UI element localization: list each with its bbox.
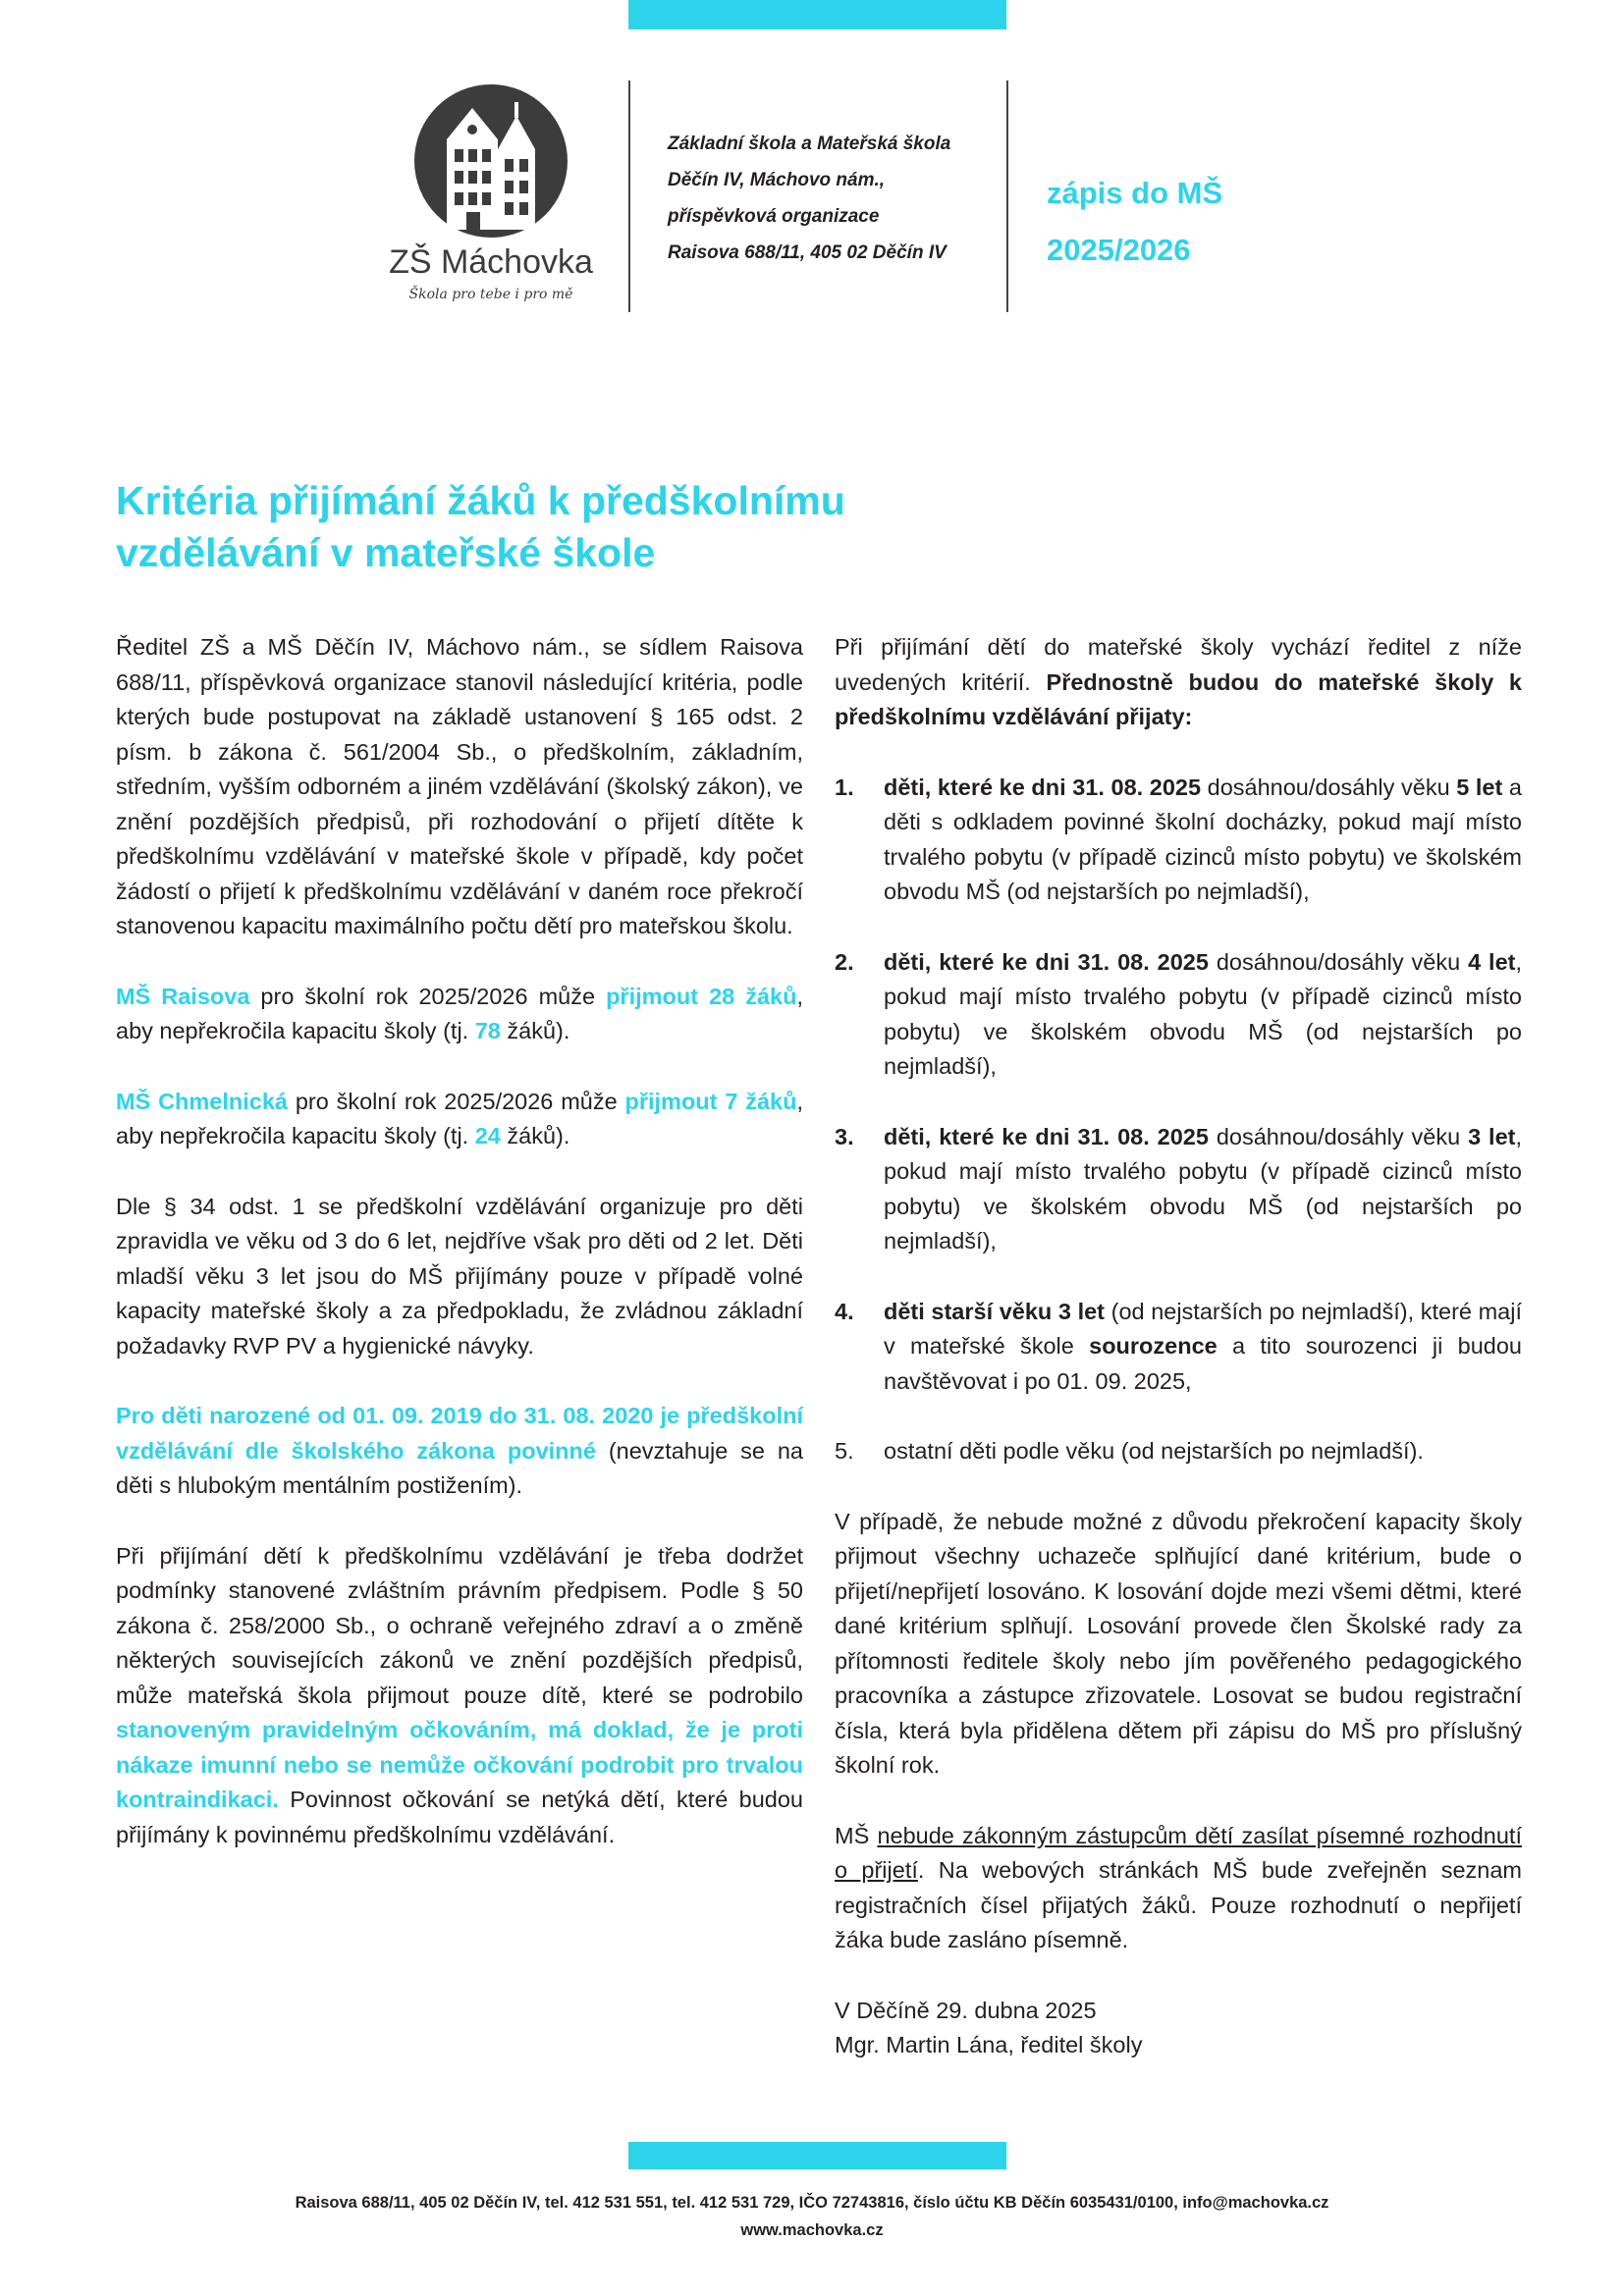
- bold-text: děti, které ke dni 31. 08. 2025: [884, 1123, 1209, 1149]
- text: a děti s odkladem povinné školní docházky, pokud mají místo trvalého pobytu (v případě cizinců místo pobytu) ve školském obvodu MŠ (od nejstarších po nejmladší),: [884, 774, 1522, 904]
- mandatory-highlight: Pro děti narozené od 01. 09. 2019 do 31. 08. 2020 je předškolní vzdělávání dle školského zákona povinné: [116, 1403, 803, 1464]
- bold-text: děti, které ke dni 31. 08. 2025: [884, 948, 1209, 975]
- lottery-paragraph: V případě, že nebude možné z důvodu překročení kapacity školy přijmout všechny uchazeče splňující dané kritérium, bude o přijetí/nepřijetí losováno. K losování dojde mezi všemi dětmi, které dané kritérium splňují. Losování provede člen Školské rady za přítomnosti ředitele školy nebo jím pověřeného pedagogického pracovníka a zástupce zřizovatele. Losovat se budou registrační čísla, která byla přidělena dětem při zápisu do MŠ pro příslušný školní rok.: [835, 1508, 1522, 1778]
- capacity-value: 78: [474, 1018, 501, 1043]
- criterion-item: [835, 1295, 1522, 1400]
- bold-text: děti starší věku 3 let: [884, 1298, 1105, 1324]
- left-column: [116, 630, 803, 1888]
- signature-block: [835, 1994, 1522, 2063]
- criterion-number: 2.: [835, 948, 854, 975]
- enrollment-badge: [1047, 165, 1222, 279]
- mandatory-paragraph: [116, 1399, 803, 1504]
- page-title: [116, 475, 1098, 579]
- text: dosáhnou/dosáhly věku: [1201, 774, 1457, 800]
- text: ostatní děti podle věku (od nejstarších po nejmladší).: [884, 1438, 1424, 1464]
- criterion-number: 5.: [835, 1438, 854, 1464]
- text: dosáhnou/dosáhly věku: [1208, 1123, 1469, 1149]
- footer-website-link[interactable]: www.machovka.cz: [740, 2221, 884, 2239]
- criterion-number: 4.: [835, 1298, 854, 1324]
- header-divider: [1006, 80, 1008, 312]
- accept-count: přijmout 28 žáků: [606, 983, 797, 1009]
- title-line: Kritéria přijímání žáků k předškolnímu: [116, 478, 845, 523]
- bold-text: 5 let: [1456, 774, 1503, 800]
- criterion-number: 3.: [835, 1123, 854, 1149]
- address-line: Základní škola a Mateřská škola: [668, 133, 951, 154]
- criterion-item: [835, 771, 1522, 910]
- accept-count: přijmout 7 žáků: [624, 1088, 797, 1114]
- criterion-number: 1.: [835, 774, 854, 800]
- bold-text: 4 let: [1468, 948, 1516, 975]
- age-paragraph: Dle § 34 odst. 1 se předškolní vzdělávání organizuje pro děti zpravidla ve věku od 3 do 6 let, nejdříve však pro děti od 2 let. Děti mladší věku 3 let jsou do MŠ přijímány pouze v případě volné kapacity mateřské školy a za předpokladu, že zvládnou základní požadavky RVP PV a hygienické návyky.: [116, 1193, 803, 1359]
- text: MŠ: [835, 1822, 878, 1848]
- raisova-capacity: [116, 980, 803, 1049]
- bold-text: sourozence: [1089, 1333, 1218, 1359]
- school-address-block: [668, 126, 950, 271]
- footer: [0, 2189, 1624, 2244]
- text: a tito sourozenci ji budou navštěvovat i po 01. 09. 2025,: [884, 1333, 1523, 1394]
- text: žáků).: [500, 1018, 570, 1043]
- text: dosáhnou/dosáhly věku: [1208, 948, 1469, 975]
- bottom-accent-bar: [628, 2142, 1006, 2169]
- badge-label: zápis do MŠ: [1047, 176, 1223, 210]
- logo-tagline: Škola pro tebe i pro mě: [408, 287, 573, 302]
- bold-text: děti, které ke dni 31. 08. 2025: [884, 774, 1202, 800]
- text: pro školní rok 2025/2026 může: [249, 983, 607, 1009]
- criterion-item: [835, 1120, 1522, 1259]
- text: žáků).: [500, 1123, 570, 1148]
- intro-paragraph: Ředitel ZŠ a MŠ Děčín IV, Máchovo nám., se sídlem Raisova 688/11, příspěvková organizace stanovil následující kritéria, podle kterých bude postupovat na základě ustanovení § 165 odst. 2 písm. b zákona č. 561/2004 Sb., o předškolním, základním, středním, vyšším odborném a jiném vzdělávání (školský zákon), ve znění pozdějších předpisů, při rozhodování o přijetí dítěte k předškolnímu vzdělávání v mateřské škole v případě, kdy počet žádostí o přijetí k předškolnímu vzdělávání v daném roce překročí stanovenou kapacitu maximálního počtu dětí pro mateřskou školu.: [116, 634, 803, 938]
- school-name: MŠ Raisova: [116, 983, 250, 1009]
- criteria-intro: [835, 630, 1522, 735]
- vaccination-paragraph: [116, 1539, 803, 1853]
- text: , aby nepřekročila kapacitu školy (tj.: [116, 983, 803, 1043]
- text: Povinnost očkování se netýká dětí, které budou přijímány k povinnému předškolnímu vzdělávání.: [116, 1787, 803, 1847]
- school-name: MŠ Chmelnická: [116, 1088, 288, 1114]
- text: pro školní rok 2025/2026 může: [288, 1088, 625, 1114]
- capacity-value: 24: [474, 1123, 501, 1148]
- text: , pokud mají místo trvalého pobytu (v případě cizinců místo pobytu) ve školském obvodu MŠ (od nejstarších po nejmladší),: [884, 948, 1523, 1079]
- underlined-text: nebude zákonným zástupcům dětí zasílat písemné rozhodnutí o přijetí: [835, 1822, 1522, 1883]
- text: , pokud mají místo trvalého pobytu (v případě cizinců místo pobytu) ve školském obvodu MŠ (od nejstarších po nejmladší),: [884, 1123, 1523, 1254]
- bold-text: 3 let: [1468, 1123, 1516, 1149]
- text: (nevztahuje se na děti s hlubokým mentálním postižením).: [116, 1437, 803, 1498]
- school-building-icon: [388, 80, 594, 306]
- address-line: Raisova 688/11, 405 02 Děčín IV: [668, 242, 947, 263]
- address-line: Děčín IV, Máchovo nám.,: [668, 170, 886, 190]
- signature: Mgr. Martin Lána, ředitel školy: [835, 2032, 1143, 2057]
- bold-text: Přednostně budou do mateřské školy k předškolnímu vzdělávání přijaty:: [835, 668, 1522, 729]
- text: Při přijímání dětí do mateřské školy vychází ředitel z níže uvedených kritérií.: [835, 634, 1522, 695]
- text: . Na webových stránkách MŠ bude zveřejněn seznam registračních čísel přijatých žáků. Pouze rozhodnutí o nepřijetí žáka bude zasláno písemně.: [835, 1857, 1522, 1952]
- text: , aby nepřekročila kapacitu školy (tj.: [116, 1088, 803, 1148]
- badge-year: 2025/2026: [1047, 233, 1191, 267]
- school-logo: [388, 80, 594, 306]
- text: (od nejstarších po nejmladší), které mají v mateřské škole: [884, 1298, 1522, 1359]
- right-column: [835, 630, 1522, 2063]
- text: Při přijímání dětí k předškolnímu vzdělávání je třeba dodržet podmínky stanovené zvláštním právním předpisem. Podle § 50 zákona č. 258/2000 Sb., o ochraně veřejného zdraví a o změně některých souvisejících zákonů ve znění pozdějších předpisů, může mateřská škola přijmout pouze dítě, které se podrobilo: [116, 1542, 803, 1708]
- criterion-item: [835, 1434, 1522, 1469]
- logo-name: ZŠ Máchovka: [389, 243, 593, 281]
- chmelnicka-capacity: [116, 1085, 803, 1154]
- notice-paragraph: [835, 1819, 1522, 1958]
- address-line: příspěvková organizace: [668, 206, 880, 227]
- place-date: V Děčíně 29. dubna 2025: [835, 1997, 1097, 2023]
- vaccination-highlight: stanoveným pravidelným očkováním, má doklad, že je proti nákaze imunní nebo se nemůže očkování podrobit pro trvalou kontraindikaci.: [116, 1717, 803, 1812]
- criterion-item: [835, 945, 1522, 1085]
- footer-contact: Raisova 688/11, 405 02 Děčín IV, tel. 412 531 551, tel. 412 531 729, IČO 72743816, číslo účtu KB Děčín 6035431/0100, info@machovka.cz: [295, 2194, 1329, 2212]
- criteria-list: [835, 771, 1522, 1469]
- top-accent-bar: [628, 0, 1006, 29]
- title-line: vzdělávání v mateřské škole: [116, 530, 656, 575]
- header-divider: [628, 80, 630, 312]
